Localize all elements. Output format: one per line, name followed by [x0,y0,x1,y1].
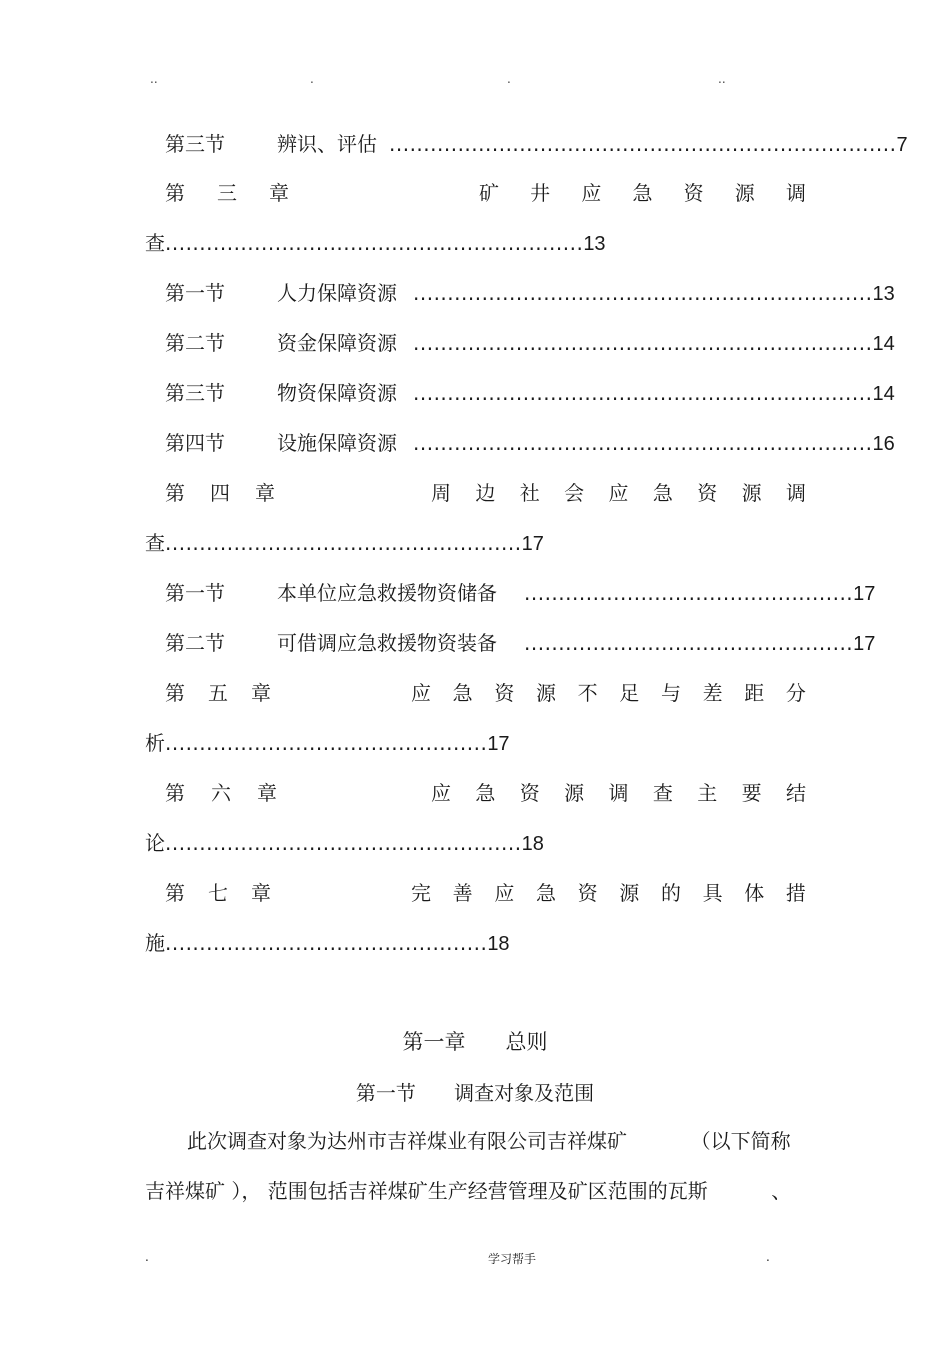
toc-chapter-number: 第 六 章 [165,781,277,805]
chapter-heading: 第一章 总则 [402,1030,548,1054]
toc-section-title: 物资保障资源 [277,381,397,405]
toc-chapter-title: 应 急 资 源 不 足 与 差 距 分 [411,681,806,705]
toc-chapter-title: 应 急 资 源 调 查 主 要 结 [431,781,806,805]
toc-chapter-title: 周 边 社 会 应 急 资 源 调 [431,481,806,505]
toc-page-number: 17 [853,633,876,655]
toc-section-number: 第三节 [165,381,225,405]
toc-leader-dots: ................................................................... [413,381,873,405]
header-mark: .. [150,72,158,86]
toc-section-title: 辨识、评估 [277,132,377,156]
toc-chapter-title: 矿 井 应 急 资 源 调 [479,181,806,205]
section-heading: 第一节 调查对象及范围 [355,1081,595,1105]
toc-chapter-number: 第 四 章 [165,481,275,505]
toc-chapter-title-cont: 析 [145,731,165,755]
paragraph-line: 吉祥煤矿 ）， 范围包括吉祥煤矿生产经营管理及矿区范围的瓦斯 、 [145,1179,792,1203]
toc-leader-dots: ............................................... [165,931,488,955]
toc-section-number: 第二节 [165,631,225,655]
toc-entry-section[interactable] [145,127,908,161]
toc-entry-chapter-7-cont[interactable] [145,926,818,960]
toc-section-title: 设施保障资源 [277,431,397,455]
toc-leader-dots: ................................................................... [413,281,873,305]
header-mark: .. [718,72,726,86]
footer-text: 学习帮手 [488,1252,537,1266]
toc-chapter-number: 第 五 章 [165,681,271,705]
toc-leader-dots: ............................................................. [165,231,584,255]
toc-page-number: 13 [583,233,606,255]
toc-entry-chapter-6-cont[interactable] [145,826,818,860]
toc-section-title: 人力保障资源 [277,281,397,305]
toc-page-number: 16 [872,433,895,455]
toc-entry-chapter-6[interactable] [145,776,818,810]
toc-chapter-title-cont: 施 [145,931,165,955]
toc-page-number: 18 [487,933,510,955]
toc-leader-dots: ................................................ [524,581,854,605]
toc-section-title: 资金保障资源 [277,331,397,355]
toc-entry-chapter-3-cont[interactable] [145,226,818,260]
toc-page-number: 13 [872,283,895,305]
footer-mark: . [145,1250,149,1264]
toc-chapter-title-cont: 论 [145,831,165,855]
toc-chapter-title-cont: 查 [145,231,165,255]
header-mark: . [507,72,511,86]
toc-section-number: 第三节 [165,132,225,156]
toc-page-number: 14 [872,383,895,405]
paragraph-line: 此次调查对象为达州市吉祥煤业有限公司吉祥煤矿 （以下简称 [187,1129,791,1153]
toc-leader-dots: ................................................................... [413,431,873,455]
toc-entry-section[interactable] [145,626,876,660]
toc-entry-chapter-7[interactable] [145,876,818,910]
toc-entry-chapter-4-cont[interactable] [145,526,818,560]
toc-page-number: 7 [896,134,908,156]
toc-page-number: 14 [872,333,895,355]
header-mark: . [310,72,314,86]
toc-entry-section[interactable] [145,276,895,310]
toc-section-number: 第一节 [165,581,225,605]
toc-entry-chapter-5[interactable] [145,676,818,710]
toc-section-number: 第二节 [165,331,225,355]
toc-leader-dots: ................................................ [524,631,854,655]
toc-chapter-number: 第 三 章 [165,181,289,205]
toc-page-number: 17 [853,583,876,605]
footer-mark: . [766,1250,770,1264]
toc-page-number: 18 [521,833,544,855]
toc-entry-section[interactable] [145,326,895,360]
toc-entry-chapter-4[interactable] [145,476,818,510]
toc-leader-dots: .......................................................................... [389,132,897,156]
toc-page-number: 17 [521,533,544,555]
toc-leader-dots: ............................................... [165,731,488,755]
toc-entry-section[interactable] [145,426,895,460]
toc-entry-section[interactable] [145,576,876,610]
toc-leader-dots: .................................................... [165,831,522,855]
toc-leader-dots: .................................................... [165,531,522,555]
toc-chapter-title: 完 善 应 急 资 源 的 具 体 措 [411,881,806,905]
toc-chapter-title-cont: 查 [145,531,165,555]
toc-entry-chapter-3[interactable] [145,176,818,210]
toc-leader-dots: ................................................................... [413,331,873,355]
toc-entry-section[interactable] [145,376,895,410]
toc-section-number: 第四节 [165,431,225,455]
toc-chapter-number: 第 七 章 [165,881,271,905]
toc-page-number: 17 [487,733,510,755]
toc-section-title: 本单位应急救援物资储备 [277,581,497,605]
toc-section-title: 可借调应急救援物资装备 [277,631,497,655]
toc-section-number: 第一节 [165,281,225,305]
toc-entry-chapter-5-cont[interactable] [145,726,818,760]
